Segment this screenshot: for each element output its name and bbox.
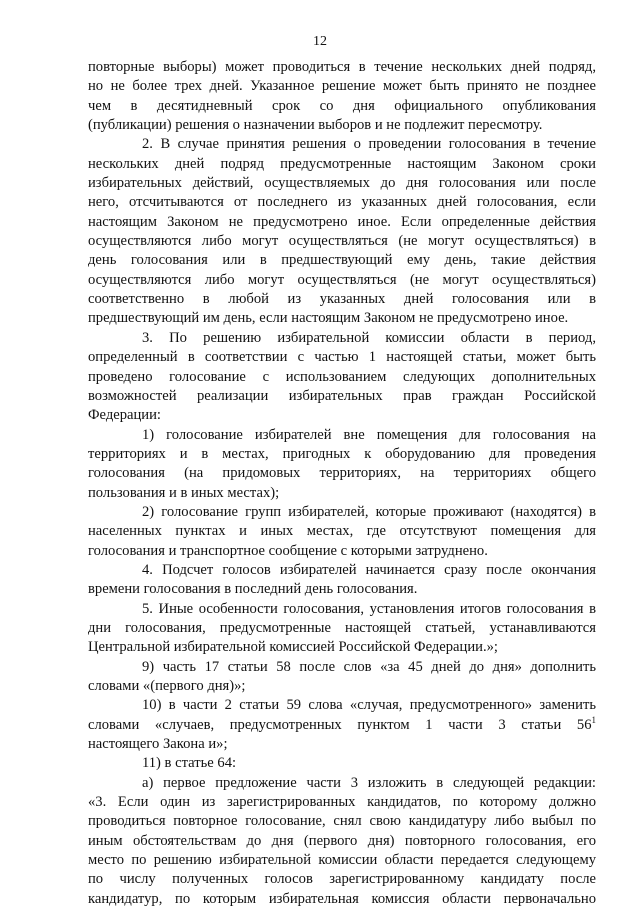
text-line <box>88 696 596 715</box>
text-line-content: голосования и транспортное сообщение с которыми затруднено. <box>88 542 488 559</box>
text-line <box>88 851 596 870</box>
text-line <box>88 251 596 270</box>
text-line-content: 1) голосование избирателей вне помещения для голосования на <box>142 426 596 443</box>
text-line <box>88 193 596 212</box>
text-line <box>88 735 596 754</box>
text-line <box>88 97 596 116</box>
text-line-content: место по решению избирательной комиссии области передается следующему <box>88 852 596 869</box>
text-line <box>88 638 596 657</box>
text-line-content: избирательных действий, осуществляемых до дня голосования или после <box>88 175 596 192</box>
text-line <box>88 890 596 909</box>
text-line <box>88 348 596 367</box>
text-line <box>88 368 596 387</box>
text-line-content: но не более трех дней. Указанное решение может быть принято не позднее <box>88 78 596 95</box>
text-line <box>88 542 596 561</box>
text-line <box>88 619 596 638</box>
text-line-content: по числу полученных голосов зарегистрированному кандидату после <box>88 871 596 888</box>
text-line <box>88 503 596 522</box>
text-line <box>88 793 596 812</box>
text-line <box>88 812 596 831</box>
text-line <box>88 484 596 503</box>
text-line <box>88 309 596 328</box>
text-line-content: 2. В случае принятия решения о проведении голосования в течение <box>142 136 596 153</box>
text-line-content: него, отсчитываются от последнего из указанных дней голосования, если <box>88 194 596 211</box>
text-line-content: осуществляются либо могут осуществляться (не могут осуществляться) <box>88 271 596 288</box>
text-line <box>88 774 596 793</box>
text-line-content: предшествующий им день, если настоящим Законом не предусмотрено иное. <box>88 310 569 327</box>
text-line-content: 11) в статье 64: <box>142 755 237 772</box>
superscript: 1 <box>591 714 596 725</box>
text-line <box>88 290 596 309</box>
text-line-content: 2) голосование групп избирателей, которые проживают (находятся) в <box>142 503 596 520</box>
text-line <box>88 387 596 406</box>
text-line-content: времени голосования в последний день голосования. <box>88 581 418 598</box>
text-line <box>88 213 596 232</box>
text-line-content: чем в десятидневный срок со дня официального опубликования <box>88 97 596 114</box>
text-line <box>88 716 596 735</box>
text-line-content: 9) часть 17 статьи 58 после слов «за 45 дней до дня» дополнить <box>142 658 596 675</box>
text-line-content: определенный в соответствии с частью 1 настоящей статьи, может быть <box>88 349 596 366</box>
text-line-content: голосования (на придомовых территориях, на территориях общего <box>88 465 596 482</box>
text-line-content: Федерации: <box>88 407 161 424</box>
text-line-content: а) первое предложение части 3 изложить в следующей редакции: <box>142 774 596 791</box>
text-line <box>88 870 596 889</box>
text-line <box>88 271 596 290</box>
text-line-content: 5. Иные особенности голосования, установления итогов голосования в <box>142 600 596 617</box>
text-line <box>88 658 596 677</box>
text-line-content: 4. Подсчет голосов избирателей начинается сразу после окончания <box>142 561 596 578</box>
text-line <box>88 600 596 619</box>
text-line-content: осуществляются либо могут осуществляться (не могут осуществляться) в <box>88 233 596 250</box>
text-line <box>88 426 596 445</box>
text-line-content: пользования и в иных местах); <box>88 484 280 501</box>
text-line-content: проведено голосование с использованием следующих дополнительных <box>88 368 596 385</box>
page-number: 12 <box>313 34 327 49</box>
text-line <box>88 406 596 425</box>
text-line <box>88 464 596 483</box>
text-line <box>88 174 596 193</box>
text-line-content: 3. По решению избирательной комиссии области в период, <box>142 329 596 346</box>
text-line-content: населенных пунктах и иных местах, где отсутствуют помещения для <box>88 523 596 540</box>
text-line <box>88 77 596 96</box>
text-line <box>88 677 596 696</box>
text-line <box>88 522 596 541</box>
text-line <box>88 329 596 348</box>
text-line <box>88 155 596 174</box>
text-line-content: территориях и в местах, пригодных к оборудованию для проведения <box>88 445 596 462</box>
text-line <box>88 754 596 773</box>
text-line-content: соответственно в любой из указанных дней голосования или в <box>88 291 596 308</box>
text-line-content: настоящим Законом не предусмотрено иное. Если определенные действия <box>88 213 596 230</box>
text-line-content: нескольких дней подряд предусмотренные настоящим Законом сроки <box>88 155 596 172</box>
text-line-content: словами «(первого дня)»; <box>88 678 246 694</box>
text-line <box>88 135 596 154</box>
text-line-content: 10) в части 2 статьи 59 слова «случая, предусмотренного» заменить <box>142 697 596 714</box>
text-line <box>88 445 596 464</box>
text-line-content: кандидатур, по которым избирательная комиссия области первоначально <box>88 890 596 907</box>
text-line-content: иным обстоятельствам до дня (первого дня) повторного голосования, его <box>88 832 596 849</box>
text-line-content: «3. Если один из зарегистрированных кандидатов, по которому должно <box>88 794 596 811</box>
text-line <box>88 232 596 251</box>
text-line <box>88 116 596 135</box>
document-body <box>88 58 596 909</box>
text-line-content: (публикации) решения о назначении выборов и не подлежит пересмотру. <box>88 117 543 134</box>
text-line-content: возможностей реализации избирательных прав граждан Российской <box>88 387 596 404</box>
text-line-content: день голосования или в предшествующий ему день, такие действия <box>88 252 596 269</box>
text-line-content: повторные выборы) может проводиться в течение нескольких дней подряд, <box>88 59 596 75</box>
text-line-content: Центральной избирательной комиссией Российской Федерации.»; <box>88 639 498 656</box>
text-line <box>88 832 596 851</box>
text-line <box>88 58 596 77</box>
text-line <box>88 561 596 580</box>
text-line-content: настоящего Закона и»; <box>88 736 228 753</box>
text-line-content: проводиться повторное голосование, снял свою кандидатуру либо выбыл по <box>88 813 596 830</box>
text-line <box>88 580 596 599</box>
text-line-content: дни голосования, предусмотренные настоящей статьей, устанавливаются <box>88 619 596 636</box>
text-line-content: словами «случаев, предусмотренных пунктом 1 части 3 статьи 56 <box>88 716 592 733</box>
